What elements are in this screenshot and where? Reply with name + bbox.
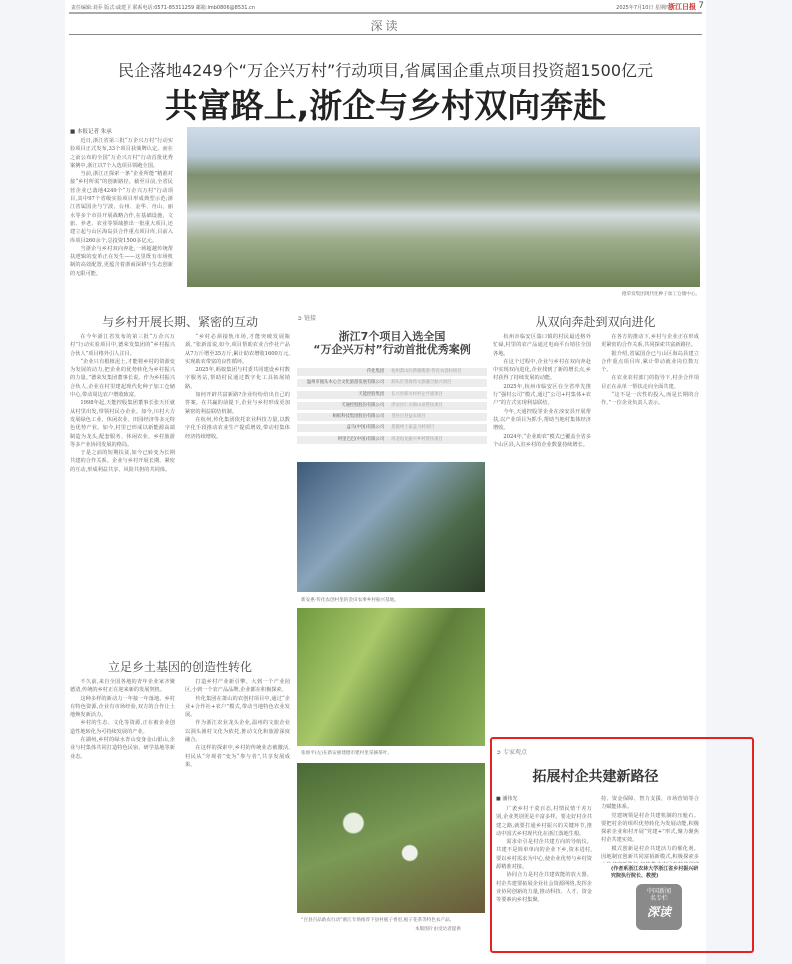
link-kicker: ➲ 链接 (297, 315, 316, 322)
expert-col1: 广袤乡村千姿百态,村情民情千差万别,企业类别更是丰富多样。要走好村企共建之路,就要打通乡村振兴的关键环节,推动中国式乡村现代化在浙江落地生根。 需求牵引是村企共建方向的导航仪。共建不是简单单向的企业下乡,资本进村,要以乡村需求为中心,使企业优势与乡村资源精准对接。 协同合力是村企共建效能的放大器。村企共建要拓展企业社会资源网络,发挥企业协同创新的力量,推动科技、人才、资金等要素向乡村集聚。 (496, 806, 592, 904)
table-row (297, 413, 487, 421)
company-cell: 天通控股股份有限公司 (341, 402, 385, 408)
date: 2025年7月10日 星期四 (616, 5, 670, 11)
arrow-circle-icon: ➲ (496, 749, 503, 756)
expert-col2: 持、资金保障、智力支援、市场营销等合力赋能体系。 党建统领是村企共建机制的压舱石。要把村企的组织优势转化为发展动能,积极探索企业和村开展“党建+”形式,聚力聚焦村企共建实效。 模式创新是村企共建活力的催化剂。因地制宜创新共同富裕新模式,积极探索多 (601, 796, 699, 861)
header-rule (69, 12, 702, 14)
section-label: 深读 (370, 19, 401, 33)
company-cell: 阿里巴巴(中国)有限公司 (337, 436, 385, 442)
sec1-col2: “乡村必须接轨市场,才能突破发展瓶颈。”张新雷说,如今,项目帮助农业合作社产品从7万斤增至35万斤,累计助农增收1600万元,实现助农带富的良性循环。 2025年,蚂蚁集团与村委共同建设乡村数字服务站,帮助村民通过数字化工具拓展销路。 如何开辟共富新路?企业纷纷给出自己的答案。在共赢的前提下,企业与乡村形成更加紧密的利益联结机制。 在杭州,传化集团依托农业科技力量,以数字化手段推动农业生产提质增效,带动村集体经济持续增收。 (185, 334, 290, 440)
sec1-col1: 在今年浙江省发布的第三批“万企兴万村”行动实验项目中,德荣发集团的“乡村振兴合伙人”项目格外引人注目。 “企业只有根植泥土,才能将乡村的资源变为发展的动力,把企业的优势转化为乡村振兴的力量。”德荣发集团董事长说。作为乡村振兴合伙人,企业在村里建起现代化种子加工仓储中心,带动周边农户增收致富。 1998年起,天能控股集团董事长张天任就从村里出发,带领村民办企业。如今,川村大力发展绿色工业、休闲农业、田园经济等多元特色优势产业。如今,村里已形成以新能源高端制造为龙头,配套服务、休闲农业、乡村旅游等多产业协同发展的格局。 于是之前的短期扶贫,如今已转变为长期共建的合作关系。企业与乡村开展长期、紧密的互动,形成利益共享、风险共担的共同体。 (70, 334, 175, 473)
photo-credit: 本版图片由受访者提供 (415, 927, 461, 932)
table-row (297, 391, 487, 399)
subtitle: 民企落地4249个“万企兴万村”行动项目,省属国企重点项目投资超1500亿元 (117, 61, 654, 80)
project-cell: 长兴县新川村村企共建项目 (391, 391, 443, 397)
sec2-col1: 不久前,来自全国各地的青年企业家齐聚德清,传统的乡村正在迎来新的发展契机。 这种多样的新动力一年接一年落地。乡村有特色资源,企业有市场经验,双方的合作让土地焕发新活力。 乡村的生态、文化等资源,正在被企业创造性地转化为可持续发展的产业。 在湖州,乡村的绿水青山变身金山银山,企业与村集体共同打造特色民宿、研学基地等新业态。 (70, 679, 175, 760)
company-cell: 传化集团 (367, 369, 385, 374)
author-note: (作者系浙江农林大学浙江省乡村振兴研究院执行院长、教授) (611, 866, 699, 879)
byline: ■ 本报记者 朱承 (70, 129, 112, 135)
main-photo-caption: 德荣发集团现代化种子加工仓储中心。 (621, 292, 700, 297)
sec3-col2: 在各方的推动下,乡村与企业正在形成更紧密的合作关系,共同探索共富新路径。 据介绍,省属国企已与山区海岛县建立合作重点项目库,累计带动就业岗位数万个。 在农业农村部门的指导下,村企合作项目正在从单一帮扶走向全面共建。 “这不是一次性的投入,而是长期的合作。”一位企业负责人表示。 (601, 334, 699, 407)
project-cell: 河北再龙振兴乡村帮扶项目 (391, 436, 443, 442)
photo3-caption: 张姐平(左)在新安惠建德市建村里采摘茶叶。 (301, 751, 392, 756)
arrow-circle-icon: ➲ (297, 315, 304, 322)
table-row (297, 424, 487, 432)
expert-title: 拓展村企共建新路径 (532, 769, 659, 785)
column-logo: 中国新闻 名专栏 深读 (636, 884, 682, 930)
table-row (297, 436, 487, 444)
highlight-box (490, 737, 754, 953)
section-rule (69, 34, 702, 35)
sec3-col1: 杭州市临安区湍口镇的村民最近格外忙碌,村里的农产品通过电商平台销往全国各地。 在这个过程中,企业与乡村在双向奔赴中实现双向进化,企业找到了新的增长点,乡村获得了持续发展的动能。 2025年,杭州市临安区在全省率先推行“强村公司”模式,通过“公司+村集体+农户”的方式实现利益联结。 今年,天通控股等企业在淳安县开展帮扶,以产业项目为抓手,帮助当地村集体经济增收。 2024年,“企业助农”模式已覆盖全省多个山区县,入驻乡村的企业数量持续增长。 (493, 334, 591, 448)
lead-text: 近日,浙江省第三批“万企兴万村”行动实验项目正式发布,33个项目获颁牌认定。而在之前公布的全国“万企兴万村”行动首批优秀案例中,浙江以7个入选项目领跑全国。 当前,浙江正探索一条“企业所能”精准对接“乡村所需”的创新路径。截至目前,全省民营企业已落地4249个“万企兴万村”行动项目,其中97个省级实验项目形成典型示范;浙江省属国企与宁波、台州、金华、舟山、丽水等多个市县开展战略合作,在基础设施、文旅、养老、农业等领域推出一批重大项目,还建立起与山区海岛县合作重点项目库,目前入库项目260余个,总投资1500多亿元。 当浙企与乡村双向奔赴,一场超越传统帮扶逻辑的变革正在发生——这里既有市场机制的高效配置,更蕴含着浙商深耕与生态创新的无限可能。 (70, 138, 173, 277)
expert-byline: ■ 潘伟光 (496, 796, 518, 802)
table-row (297, 368, 487, 376)
photo-gardenia (297, 763, 485, 913)
company-cell: 天能控股集团 (358, 391, 385, 397)
project-cell: 恩施州土家盒马村项目 (391, 425, 435, 431)
page-number: 7 (698, 1, 704, 11)
photo-farm-base (297, 462, 485, 592)
paper-logo: 浙江日报 (668, 3, 696, 11)
expert-kicker: ➲ 专家观点 (496, 749, 527, 756)
project-cell: 洞头区望海湾文旅融合振兴项目 (391, 380, 452, 386)
photo2-caption: 新安惠·传化农创村里的金田农事乡村振兴基地。 (301, 598, 399, 603)
main-photo-greenhouses (187, 127, 700, 287)
photo4-caption: “百县百品助农行动”浙江专场推荐下县村栀子香里,栀子花茶等特色农产品。 (301, 918, 455, 923)
company-cell: 蚂蚁科技集团股份有限公司 (332, 414, 385, 420)
section-heading-2: 立足乡土基因的创造性转化 (107, 660, 252, 674)
section-heading-1: 与乡村开展长期、紧密的互动 (101, 315, 258, 329)
sec2-col2: 打造乡村产业新引擎。大到一个产业园区,小到一个农产品品牌,企业都在积极探索。 传化集团在萧山的农创村项目中,通过“企业+合作社+农户”模式,带动当地特色农业发展。 作为浙江农业龙头企业,温州的文旅企业以洞头渔村文化为依托,推动文化和旅游深度融合。 在这样的探索中,乡村的传统业态被激活,村民从“旁观者”变为“参与者”,共享发展成果。 (185, 679, 290, 768)
company-cell: 温州市瓯头木心合文化旅游发展有限公司 (306, 380, 385, 386)
project-cell: 杭州萧山区新塘街道-传化农创村项目 (391, 369, 462, 374)
cases-table (297, 368, 487, 447)
company-cell: 盒马(中国)有限公司 (346, 425, 385, 431)
editor-info: 责任编辑:刘乔 版式:戚建卫 联系电话:0571-85311259 邮箱:lmb0806@8531.cn (71, 5, 255, 11)
photo-tea-picking (297, 608, 485, 746)
section-heading-3: 从双向奔赴到双向进化 (535, 315, 656, 329)
table-row (297, 402, 487, 410)
project-cell: 淳安县仁川镇山泉帮扶项目 (391, 402, 443, 408)
table-row (297, 379, 487, 387)
headline: 共富路上,浙企与乡村双向奔赴 (164, 86, 607, 125)
link-title: 浙江7个项目入选全国 “万企兴万村”行动首批优秀案例 (313, 330, 471, 356)
project-cell: 苍县百县益农项目 (391, 414, 426, 420)
